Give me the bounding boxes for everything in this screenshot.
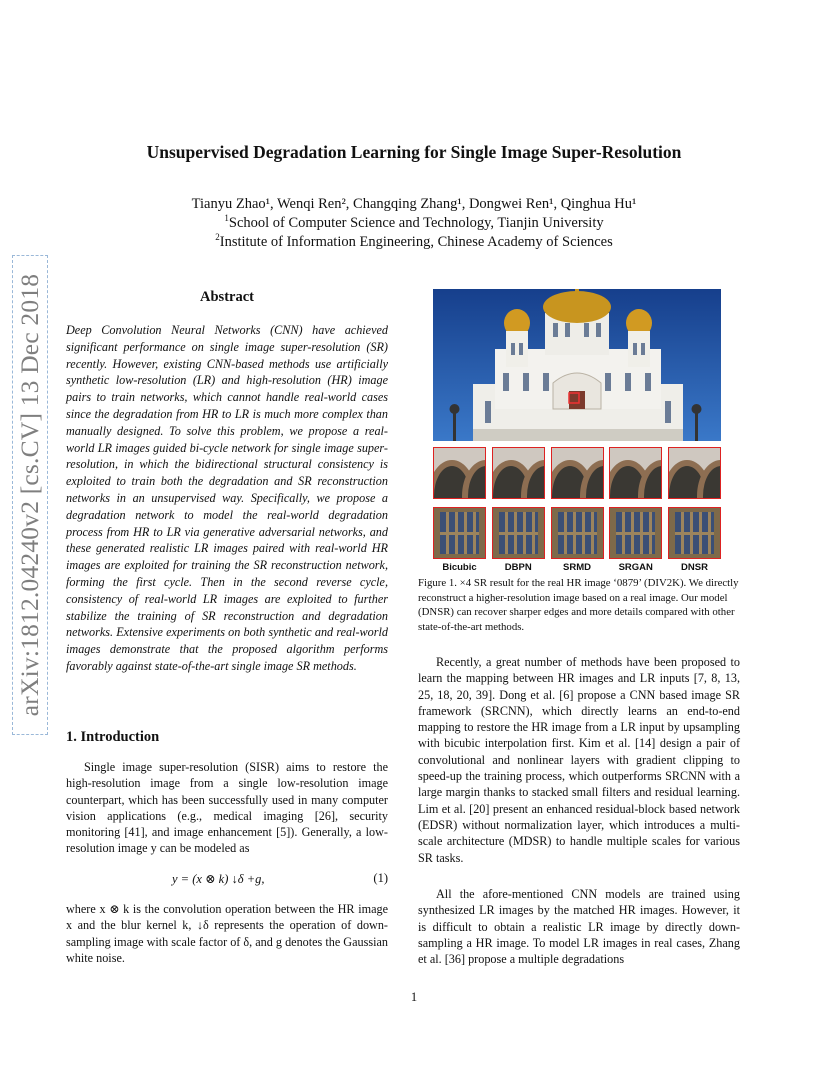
- label-bicubic: Bicubic: [442, 562, 477, 573]
- introduction-heading: 1. Introduction: [66, 729, 160, 745]
- label-srgan: SRGAN: [618, 562, 653, 573]
- related-work-paragraph-1: Recently, a great number of methods have been proposed to learn the mapping between HR images and LR inputs [7, 8, 13, 25, 18, 20, 39]. Dong et al. [6] propose a CNN based image SR framework (SRCNN), which directly learns an end-to-end mapping to restore the HR image from a LR input by upsampling with bicubic interpolation first. Kim et al. [14] design a pair of convolutional and nonlinear layers with gradient clipping to speed-up the training process, which outperforms SRCNN with a large margin thanks to stacked small filters and residual learning. Lim et al. [20] present an enhanced residual-block based network (EDSR) without normalization layer, which introduces a multi-scale architecture (MDSR) to handle multiple scales for various SR tasks.: [418, 655, 740, 865]
- author-list: Tianyu Zhao¹, Wenqi Ren², Changqing Zhang¹, Dongwei Ren¹, Qinghua Hu¹: [191, 196, 637, 212]
- figure-crop-row-arches: [433, 447, 721, 499]
- crop-window-srmd: [551, 507, 604, 559]
- equation-number: (1): [373, 871, 388, 885]
- crop-window-bicubic: [433, 507, 486, 559]
- figure-cathedral-image: [433, 289, 721, 441]
- affiliation-2: $^2$Institute of Information Engineering, Chinese Academy of Sciences: [215, 232, 613, 250]
- abstract-text: Deep Convolution Neural Networks (CNN) have achieved significant performance on single image super-resolution (SR) recently. However, existing CNN-based methods use artificially synthetic low-resolution (LR) and high-resolution (HR) image pairs to train networks, which cannot handle real-world cases since the degradation from HR to LR is much more complex than manually designed. To solve this problem, we propose a real-world LR images guided bi-cycle network for single image super-resolution, in which the bidirectional structural consistency is exploited to train both the degradation and SR reconstruction networks in an unsupervised way. Specifically, we propose a degradation network to model the real-world degradation process from HR to LR via generative adversarial networks, and these generated realistic LR images paired with real-world HR images are exploited for training the SR reconstruction network, forming the first cycle. Then in the second reverse cycle, consistency of real-world LR images are exploited to further stabilize the training of SR reconstruction and degradation networks. Extensive experiments on both synthetic and real-world images demonstrate that the proposed algorithm performs favorably against state-of-the-art single image SR methods.: [66, 323, 388, 673]
- paper-title: Unsupervised Degradation Learning for Single Image Super-Resolution: [146, 142, 682, 162]
- crop-arch-dbpn: [492, 447, 545, 499]
- equation-expression: y = (x ⊗ k) ↓δ +g,: [172, 872, 265, 886]
- figure-caption: Figure 1. ×4 SR result for the real HR image ‘0879’ (DIV2K). We directly reconstruct a higher-resolution image based on a real image. Our model (DNSR) can recover sharper edges and more details compared with other state-of-the-art methods.: [418, 577, 739, 633]
- cathedral-illustration: [433, 289, 721, 441]
- abstract-heading: Abstract: [200, 289, 254, 305]
- related-work-paragraph-2: All the afore-mentioned CNN models are trained using synthesized LR images by the matched HR images. However, it is difficult to obtain a realistic LR image by directly down-sampling a HR image. To model LR images in real cases, Zhang et al. [36] propose a multiple degradations: [418, 887, 740, 967]
- label-dbpn: DBPN: [504, 562, 532, 573]
- crop-arch-srmd: [551, 447, 604, 499]
- introduction-paragraph-1: Single image super-resolution (SISR) aims to restore the high-resolution image from a single low-resolution image counterpart, which has been successfully used in many computer vision applications (e.g., medical imaging [26], security monitoring [41], and image enhancement [5]). Generally, a low-resolution image y can be modeled as: [66, 760, 388, 856]
- affiliation-1: $^1$School of Computer Science and Technology, Tianjin University: [224, 213, 604, 231]
- label-dnsr: DNSR: [681, 562, 708, 573]
- crop-arch-dnsr: [668, 447, 721, 499]
- arxiv-stamp: [12, 255, 48, 735]
- crop-window-dnsr: [668, 507, 721, 559]
- label-srmd: SRMD: [563, 562, 591, 573]
- crop-arch-srgan: [609, 447, 662, 499]
- crop-window-dbpn: [492, 507, 545, 559]
- figure-crop-row-windows: [433, 507, 721, 559]
- crop-arch-bicubic: [433, 447, 486, 499]
- figure-method-labels: [433, 562, 721, 573]
- page-number: 1: [410, 990, 418, 1004]
- arxiv-identifier: arXiv:1812.04240v2 [cs.CV] 13 Dec 2018: [15, 273, 44, 717]
- introduction-paragraph-2: where x ⊗ k is the convolution operation between the HR image x and the blur kernel k, ↓δ represents the operation of down-sampling image with scale factor of δ, and g denotes the Gaussian white noise.: [66, 902, 388, 965]
- crop-window-srgan: [609, 507, 662, 559]
